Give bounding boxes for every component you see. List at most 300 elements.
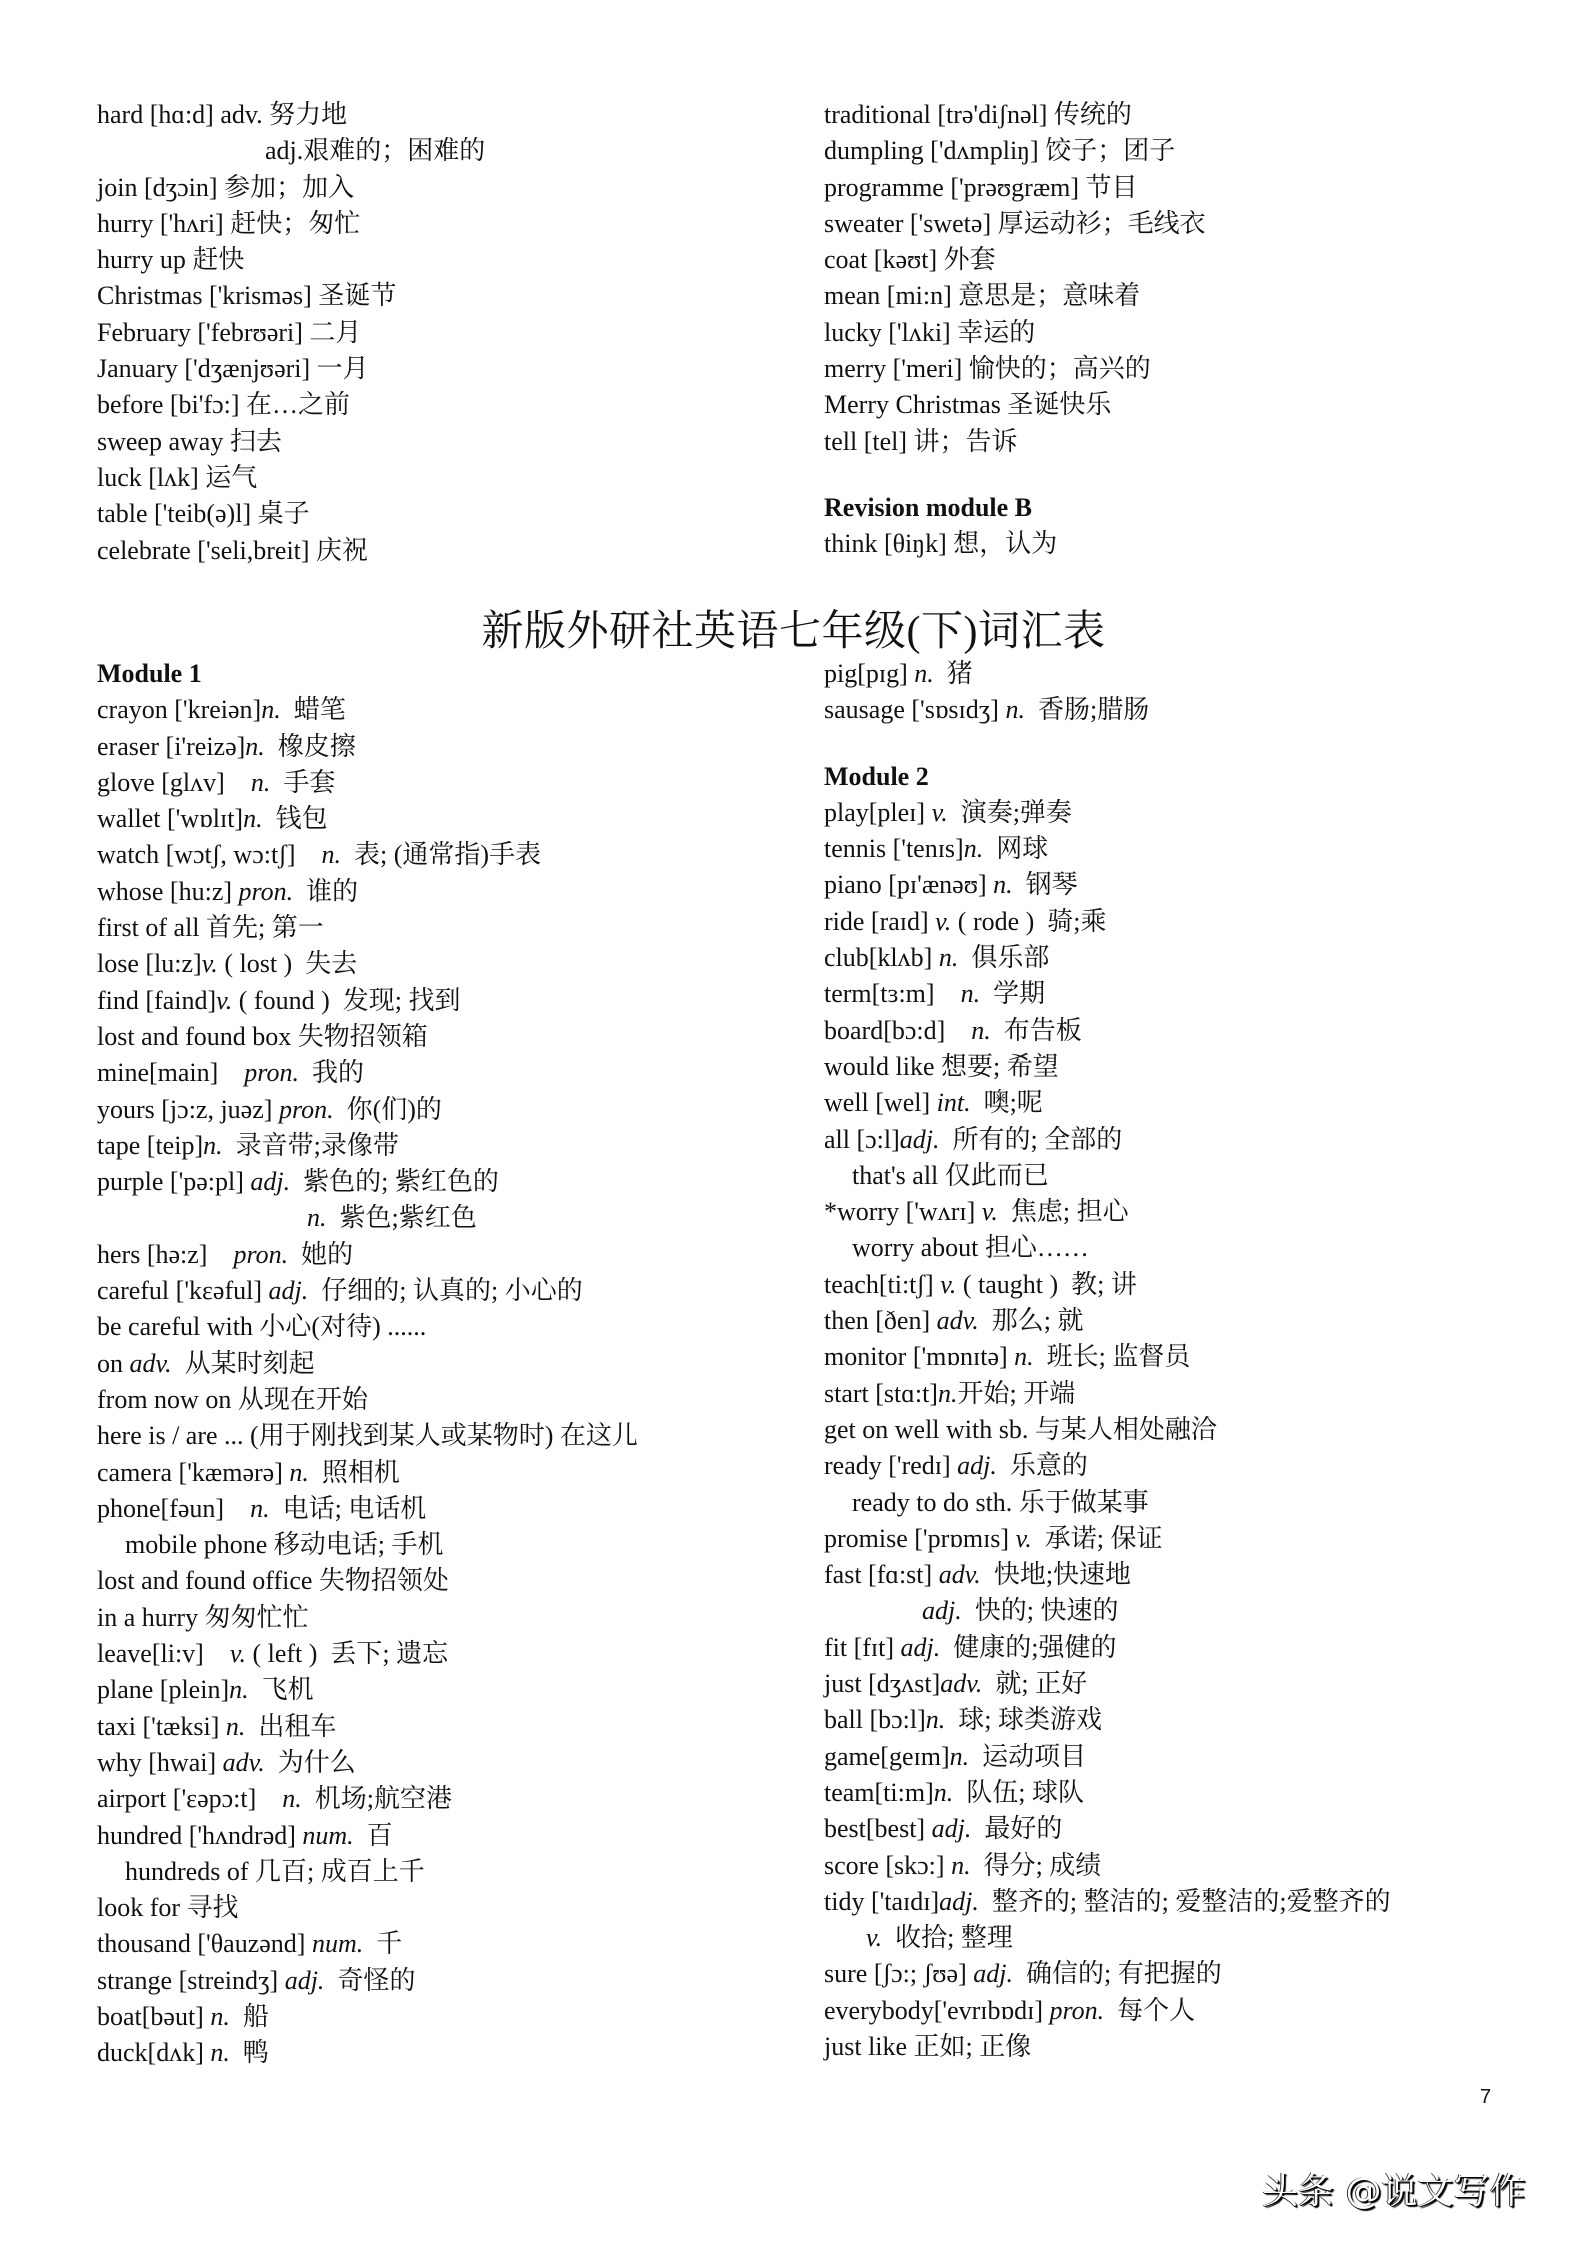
part-of-speech: v. xyxy=(216,985,233,1015)
vocab-entry xyxy=(824,1230,1391,1266)
part-of-speech: num. xyxy=(302,1820,354,1850)
entry-word: crayon ['kreiən] xyxy=(97,695,262,725)
entry-meaning: 所有的; 全部的 xyxy=(939,1124,1123,1154)
entry-word: best[best] xyxy=(824,1814,932,1844)
entry-meaning: 千 xyxy=(363,1929,403,1959)
entry-text: tell [tel] 讲；告诉 xyxy=(824,426,1018,456)
vocab-entry xyxy=(97,1382,638,1418)
entry-meaning: 确信的; 有把握的 xyxy=(1012,1959,1222,1989)
part-of-speech: adj. xyxy=(268,1276,309,1306)
vocab-entry xyxy=(97,1273,638,1309)
vocab-entry xyxy=(97,460,485,496)
vocab-entry xyxy=(97,1745,638,1781)
part-of-speech: n. xyxy=(1005,695,1025,725)
vocab-entry xyxy=(824,1811,1391,1847)
part-of-speech: n. xyxy=(960,979,981,1009)
entry-text: coat [kəʊt] 外套 xyxy=(824,245,996,275)
vocab-entry xyxy=(97,1818,638,1854)
part-of-speech: adj. xyxy=(284,1965,325,1995)
part-of-speech: int. xyxy=(936,1088,971,1118)
entry-meaning: 得分; 成绩 xyxy=(970,1850,1102,1880)
entry-text: just like 正如; 正像 xyxy=(824,2031,1032,2061)
vocab-entry xyxy=(97,206,485,242)
part-of-speech: n. xyxy=(225,1711,246,1741)
part-of-speech: n. xyxy=(937,1378,958,1408)
entry-word: tennis ['tenɪs] xyxy=(824,834,964,864)
entry-meaning: 球; 球类游戏 xyxy=(945,1705,1103,1735)
part-of-speech: n. xyxy=(307,1203,327,1233)
vocab-entry xyxy=(824,1920,1391,1956)
entry-meaning: 俱乐部 xyxy=(958,943,1050,973)
entry-word: piano [pɪ'ænəʊ] xyxy=(824,870,994,900)
vocab-entry xyxy=(97,1636,638,1672)
vocab-entry xyxy=(824,1158,1391,1194)
vocab-entry xyxy=(97,533,485,569)
entry-text: hurry ['hʌri] 赶快；匆忙 xyxy=(97,208,361,238)
entry-word: mine[main] xyxy=(97,1058,245,1088)
entry-word: all [ɔ:l] xyxy=(824,1124,900,1154)
top-right-column xyxy=(824,97,1206,563)
part-of-speech: n. xyxy=(210,2038,230,2068)
vocab-entry xyxy=(97,1781,638,1817)
entry-word: fast [fɑ:st] xyxy=(824,1560,939,1590)
vocab-entry xyxy=(824,1593,1391,1629)
entry-word: club[klʌb] xyxy=(824,943,939,973)
entry-text: in a hurry 匆匆忙忙 xyxy=(97,1602,309,1632)
entry-text: hundreds of 几百; 成百上千 xyxy=(125,1856,425,1886)
entry-word: fit [fɪt] xyxy=(824,1632,901,1662)
part-of-speech: adv. xyxy=(938,1560,981,1590)
entry-word: taxi ['tæksi] xyxy=(97,1711,226,1741)
section-heading xyxy=(824,759,1391,795)
entry-text: merry ['meri] 愉快的；高兴的 xyxy=(824,354,1151,384)
entry-meaning: 快的; 快速的 xyxy=(961,1596,1119,1626)
section-heading xyxy=(824,490,1206,526)
vocab-entry xyxy=(824,976,1391,1012)
section-gap xyxy=(824,729,1391,759)
entry-word: well [wel] xyxy=(824,1088,937,1118)
entry-text: would like 想要; 希望 xyxy=(824,1051,1059,1081)
entry-meaning: 香肠;腊肠 xyxy=(1024,695,1150,725)
entry-word: sausage ['sɒsɪdʒ] xyxy=(824,695,1006,725)
entry-word: ready ['redɪ] xyxy=(824,1451,958,1481)
entry-word: team[ti:m] xyxy=(824,1777,934,1807)
vocab-entry xyxy=(97,1926,638,1962)
vocab-entry xyxy=(824,1956,1391,1992)
entry-text: that's all 仅此而已 xyxy=(852,1160,1049,1190)
vocab-entry xyxy=(824,1848,1391,1884)
entry-word: everybody['evrɪbɒdɪ] xyxy=(824,1995,1050,2025)
part-of-speech: adj. xyxy=(939,1886,979,1916)
vocab-entry xyxy=(824,170,1206,206)
entry-word: eraser [i'reizə] xyxy=(97,731,246,761)
entry-word: hundred ['hʌndrəd] xyxy=(97,1820,303,1850)
part-of-speech: adj. xyxy=(931,1814,972,1844)
part-of-speech: adj. xyxy=(900,1632,941,1662)
entry-meaning: 手套 xyxy=(270,767,336,797)
entry-meaning: 你(们)的 xyxy=(333,1094,442,1124)
part-of-speech: n. xyxy=(250,1493,270,1523)
entry-meaning: 飞机 xyxy=(248,1675,314,1705)
entry-word: hers [hə:z] xyxy=(97,1239,234,1269)
entry-meaning: 机场;航空港 xyxy=(301,1784,452,1814)
part-of-speech: n. xyxy=(245,731,265,761)
entry-meaning: 钢琴 xyxy=(1012,870,1078,900)
entry-text: sweep away 扫去 xyxy=(97,426,282,456)
vocab-entry xyxy=(824,1339,1391,1375)
part-of-speech: n. xyxy=(938,943,959,973)
vocab-entry xyxy=(824,1666,1391,1702)
entry-meaning: 整齐的; 整洁的; 爱整洁的;爱整齐的 xyxy=(978,1886,1391,1916)
entry-word: ball [bɔ:l] xyxy=(824,1705,926,1735)
entry-meaning: 最好的 xyxy=(971,1814,1063,1844)
vocab-entry xyxy=(97,1963,638,1999)
part-of-speech: n. xyxy=(282,1784,302,1814)
vocab-entry xyxy=(824,692,1391,728)
entry-word: on xyxy=(97,1348,130,1378)
entry-text: join [dʒɔin] 参加；加入 xyxy=(97,172,355,202)
part-of-speech: v. xyxy=(866,1923,883,1953)
part-of-speech: adj. xyxy=(973,1959,1013,1989)
entry-text: lost and found office 失物招领处 xyxy=(97,1566,449,1596)
vocab-entry xyxy=(824,1557,1391,1593)
vocab-entry xyxy=(97,1092,638,1128)
part-of-speech: adv. xyxy=(940,1669,983,1699)
entry-word: airport ['εəpɔ:t] xyxy=(97,1784,283,1814)
part-of-speech: adj. xyxy=(922,1596,962,1626)
page-number: 7 xyxy=(1480,2086,1492,2108)
vocab-entry xyxy=(97,424,485,460)
entry-word: watch [wɔtʃ, wɔ:tʃ] xyxy=(97,840,322,870)
entry-meaning: 队伍; 球队 xyxy=(953,1777,1084,1807)
entry-text: ready to do sth. 乐于做某事 xyxy=(852,1487,1149,1517)
entry-meaning: 每个人 xyxy=(1104,1995,1196,2025)
entry-text: hurry up 赶快 xyxy=(97,245,245,275)
vocab-entry xyxy=(97,278,485,314)
vocab-entry xyxy=(824,387,1206,423)
vocab-entry xyxy=(97,1164,638,1200)
part-of-speech: n. xyxy=(993,870,1013,900)
vocab-entry xyxy=(824,1630,1391,1666)
entry-meaning: 电话; 电话机 xyxy=(269,1493,427,1523)
entry-word: thousand ['θauzənd] xyxy=(97,1929,312,1959)
entry-meaning: 我的 xyxy=(298,1058,364,1088)
vocab-entry xyxy=(97,1019,638,1055)
vocab-entry xyxy=(824,1412,1391,1448)
part-of-speech: n. xyxy=(933,1777,954,1807)
entry-word: phone[fəun] xyxy=(97,1493,251,1523)
entry-meaning: ( rode ) 骑;乘 xyxy=(951,906,1107,936)
part-of-speech: n. xyxy=(971,1015,991,1045)
entry-meaning: ( taught ) 教; 讲 xyxy=(956,1269,1137,1299)
entry-meaning: 蜡笔 xyxy=(280,695,346,725)
part-of-speech: n. xyxy=(914,659,934,688)
vocab-entry xyxy=(824,1013,1391,1049)
part-of-speech: n. xyxy=(203,1130,223,1160)
part-of-speech: pron. xyxy=(238,876,294,906)
top-left-column xyxy=(97,97,485,569)
vocab-entry xyxy=(97,1491,638,1527)
entry-text: Merry Christmas 圣诞快乐 xyxy=(824,390,1112,420)
vocab-entry xyxy=(97,1672,638,1708)
entry-meaning: 钱包 xyxy=(262,804,328,834)
entry-word: yours [jɔ:z, juəz] xyxy=(97,1094,279,1124)
entry-meaning: 那么; 就 xyxy=(978,1306,1084,1336)
entry-text: be careful with 小心(对待) ...... xyxy=(97,1312,427,1342)
entry-text: hard [hɑ:d] adv. 努力地 xyxy=(97,100,348,129)
vocab-entry xyxy=(824,133,1206,169)
entry-text: programme ['prəʊgræm] 节目 xyxy=(824,172,1138,202)
entry-text: worry about 担心…… xyxy=(852,1233,1089,1263)
vocab-entry xyxy=(97,351,485,387)
entry-word: term[tɜ:m] xyxy=(824,979,961,1009)
entry-text: mean [mi:n] 意思是；意味着 xyxy=(824,281,1141,311)
entry-word: score [skɔ:] xyxy=(824,1850,952,1880)
entry-meaning: 紫色;紫红色 xyxy=(326,1203,477,1233)
entry-word: promise ['prɒmɪs] xyxy=(824,1523,1016,1553)
entry-word: game[geɪm] xyxy=(824,1741,950,1771)
entry-meaning: 船 xyxy=(229,2001,269,2031)
vocab-entry xyxy=(97,133,485,169)
vocab-entry xyxy=(97,1346,638,1382)
entry-meaning: 健康的;强健的 xyxy=(940,1632,1117,1662)
entry-word: play[pleɪ] xyxy=(824,797,932,827)
entry-word: tidy ['taɪdɪ] xyxy=(824,1886,940,1916)
watermark: 头条 @说文写作 xyxy=(1262,2171,1526,2212)
entry-meaning: 紫色的; 紫红色的 xyxy=(290,1167,499,1197)
part-of-speech: adv. xyxy=(222,1747,265,1777)
vocab-entry xyxy=(824,831,1391,867)
entry-text: mobile phone 移动电话; 手机 xyxy=(125,1530,444,1560)
part-of-speech: pron. xyxy=(278,1094,334,1124)
vocab-entry xyxy=(97,729,638,765)
part-of-speech: n. xyxy=(951,1850,971,1880)
part-of-speech: num. xyxy=(311,1929,364,1959)
entry-word: pig[pɪg] xyxy=(824,659,915,688)
entry-meaning: 开始; 开端 xyxy=(957,1378,1076,1408)
entry-word: why [hwai] xyxy=(97,1747,223,1777)
vocab-entry xyxy=(824,1739,1391,1775)
entry-meaning: 录音带;录像带 xyxy=(222,1130,399,1160)
vocab-entry xyxy=(97,496,485,532)
entry-meaning: 出租车 xyxy=(245,1711,337,1741)
vocab-entry xyxy=(97,1563,638,1599)
part-of-speech: n. xyxy=(243,804,263,834)
part-of-speech: adj. xyxy=(957,1451,997,1481)
entry-meaning: 收拾; 整理 xyxy=(882,1923,1013,1953)
vocab-entry xyxy=(824,1485,1391,1521)
section-heading xyxy=(97,656,638,692)
entry-text: celebrate ['seli,breit] 庆祝 xyxy=(97,535,369,565)
part-of-speech: v. xyxy=(1015,1523,1032,1553)
entry-meaning: 班长; 监督员 xyxy=(1033,1342,1191,1372)
entry-text: lost and found box 失物招领箱 xyxy=(97,1021,428,1051)
vocab-entry xyxy=(97,874,638,910)
entry-word: strange [streindʒ] xyxy=(97,1965,285,1995)
module-2-column xyxy=(824,656,1391,2065)
part-of-speech: v. xyxy=(931,797,948,827)
entry-text: table ['teib(ə)l] 桌子 xyxy=(97,499,310,529)
part-of-speech: n. xyxy=(949,1741,970,1771)
vocab-entry xyxy=(97,315,485,351)
entry-text: first of all 首先; 第一 xyxy=(97,913,324,943)
part-of-speech: pron. xyxy=(244,1058,299,1088)
vocab-entry xyxy=(97,170,485,206)
vocab-entry xyxy=(97,1055,638,1091)
entry-word: lose [lu:z] xyxy=(97,949,202,979)
part-of-speech: v. xyxy=(229,1639,246,1669)
vocab-entry xyxy=(97,1527,638,1563)
part-of-speech: n. xyxy=(289,1457,309,1487)
entry-meaning: 从某时刻起 xyxy=(171,1348,315,1378)
part-of-speech: v. xyxy=(981,1197,998,1227)
vocab-entry xyxy=(824,1884,1391,1920)
entry-text: think [θiŋk] 想，认为 xyxy=(824,529,1058,559)
entry-meaning: 橡皮擦 xyxy=(264,731,356,761)
entry-meaning: ( lost ) 失去 xyxy=(217,949,358,979)
entry-text: from now on 从现在开始 xyxy=(97,1384,368,1414)
entry-word: just [dʒʌst] xyxy=(824,1669,941,1699)
part-of-speech: adv. xyxy=(936,1306,979,1336)
vocab-entry xyxy=(97,97,485,133)
module-1-column xyxy=(97,656,638,2072)
vocab-entry xyxy=(824,1267,1391,1303)
part-of-speech: pron. xyxy=(1049,1995,1105,2025)
entry-word: monitor ['mɒnɪtə] xyxy=(824,1342,1015,1372)
entry-text: January ['dʒænjʊəri] 一月 xyxy=(97,354,369,384)
vocab-entry xyxy=(97,1309,638,1345)
entry-text: here is / are ... (用于刚找到某人或某物时) 在这儿 xyxy=(97,1421,638,1451)
entry-meaning: 就; 正好 xyxy=(982,1669,1088,1699)
entry-text: look for 寻找 xyxy=(97,1893,239,1923)
vocab-entry xyxy=(97,692,638,728)
vocab-entry xyxy=(824,278,1206,314)
entry-word: start [stɑ:t] xyxy=(824,1378,938,1408)
vocab-entry xyxy=(824,315,1206,351)
entry-word: purple ['pə:pl] xyxy=(97,1167,251,1197)
entry-word: wallet ['wɒlɪt] xyxy=(97,804,244,834)
part-of-speech: v. xyxy=(935,906,952,936)
vocab-entry xyxy=(824,656,1391,692)
part-of-speech: v. xyxy=(940,1269,957,1299)
part-of-speech: pron. xyxy=(233,1239,289,1269)
part-of-speech: n. xyxy=(925,1705,946,1735)
vocab-entry xyxy=(824,940,1391,976)
vocab-entry xyxy=(824,1521,1391,1557)
part-of-speech: n. xyxy=(321,840,342,870)
part-of-speech: n. xyxy=(229,1675,249,1705)
entry-word: teach[ti:tʃ] xyxy=(824,1269,941,1299)
vocab-entry xyxy=(97,1999,638,2035)
vocab-entry xyxy=(97,1709,638,1745)
section-gap xyxy=(824,460,1206,490)
vocab-entry xyxy=(97,387,485,423)
entry-text: lucky ['lʌki] 幸运的 xyxy=(824,317,1036,347)
vocab-entry xyxy=(824,1448,1391,1484)
vocab-entry xyxy=(97,765,638,801)
vocab-entry xyxy=(97,1418,638,1454)
entry-meaning: 学期 xyxy=(980,979,1046,1009)
vocab-entry xyxy=(824,1194,1391,1230)
vocab-entry xyxy=(824,904,1391,940)
vocab-entry xyxy=(824,351,1206,387)
vocab-entry xyxy=(97,837,638,873)
heading-text: Module 1 xyxy=(97,659,202,688)
entry-word: boat[bəut] xyxy=(97,2001,211,2031)
entry-meaning: 鸭 xyxy=(229,2038,269,2068)
entry-meaning: 为什么 xyxy=(264,1747,356,1777)
vocab-entry xyxy=(824,1303,1391,1339)
part-of-speech: n. xyxy=(250,767,271,797)
entry-word: leave[li:v] xyxy=(97,1639,230,1669)
entry-word: then [ðen] xyxy=(824,1306,937,1336)
entry-meaning: 她的 xyxy=(288,1239,354,1269)
entry-meaning: 布告板 xyxy=(990,1015,1082,1045)
entry-word: plane [plein] xyxy=(97,1675,230,1705)
entry-text: February ['febrʊəri] 二月 xyxy=(97,317,362,347)
entry-word: duck[dʌk] xyxy=(97,2038,211,2068)
vocab-entry xyxy=(824,97,1206,133)
entry-text: adj.艰难的；困难的 xyxy=(265,136,486,166)
part-of-speech: n. xyxy=(210,2001,230,2031)
vocab-entry xyxy=(824,1702,1391,1738)
heading-text: Revision module B xyxy=(824,492,1033,522)
vocab-entry xyxy=(824,424,1206,460)
vocab-entry xyxy=(824,1085,1391,1121)
entry-text: before [bi'fɔ:] 在…之前 xyxy=(97,390,351,420)
part-of-speech: n. xyxy=(261,695,281,725)
vocab-entry xyxy=(97,1128,638,1164)
entry-meaning: ( left ) 丢下; 遗忘 xyxy=(245,1639,449,1669)
entry-meaning: 仔细的; 认真的; 小心的 xyxy=(308,1276,583,1306)
vocab-entry xyxy=(97,1200,638,1236)
vocab-entry xyxy=(97,1854,638,1890)
vocab-entry xyxy=(97,1600,638,1636)
vocab-entry xyxy=(97,910,638,946)
vocab-entry xyxy=(824,867,1391,903)
entry-text: luck [lʌk] 运气 xyxy=(97,462,258,492)
entry-meaning: 表; (通常指)手表 xyxy=(341,840,542,870)
entry-text: Christmas ['krisməs] 圣诞节 xyxy=(97,281,397,311)
entry-word: board[bɔ:d] xyxy=(824,1015,972,1045)
vocab-entry xyxy=(824,1376,1391,1412)
vocab-entry xyxy=(97,946,638,982)
part-of-speech: adj. xyxy=(250,1167,291,1197)
vocab-entry xyxy=(824,526,1206,562)
vocab-entry xyxy=(97,983,638,1019)
vocab-entry xyxy=(824,795,1391,831)
entry-word: ride [raɪd] xyxy=(824,906,936,936)
vocab-entry xyxy=(97,1237,638,1273)
entry-word: find [faind] xyxy=(97,985,217,1015)
entry-meaning: 噢;呢 xyxy=(970,1088,1043,1118)
entry-word: whose [hu:z] xyxy=(97,876,239,906)
entry-text: dumpling ['dʌmpliŋ] 饺子；团子 xyxy=(824,136,1176,166)
vocab-entry xyxy=(97,1890,638,1926)
entry-meaning: 百 xyxy=(353,1820,393,1850)
entry-meaning: 快地;快速地 xyxy=(980,1560,1132,1590)
entry-meaning: 网球 xyxy=(983,834,1049,864)
part-of-speech: adj. xyxy=(899,1124,940,1154)
vocab-entry xyxy=(824,206,1206,242)
entry-word: tape [teip] xyxy=(97,1130,204,1160)
entry-meaning: 照相机 xyxy=(308,1457,400,1487)
part-of-speech: adv. xyxy=(129,1348,172,1378)
entry-word: glove [glʌv] xyxy=(97,767,251,797)
entry-meaning: 运动项目 xyxy=(969,1741,1087,1771)
vocab-entry xyxy=(824,1775,1391,1811)
vocab-entry xyxy=(97,2035,638,2071)
